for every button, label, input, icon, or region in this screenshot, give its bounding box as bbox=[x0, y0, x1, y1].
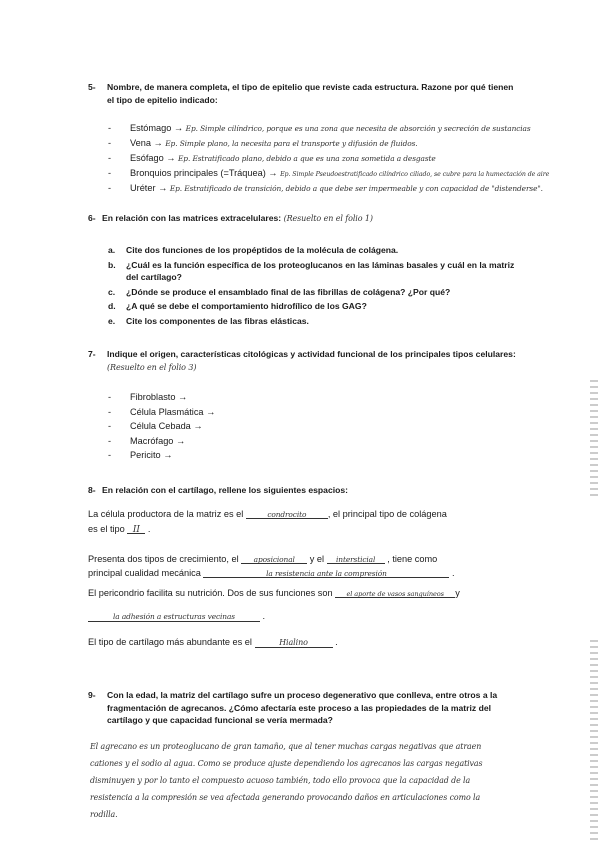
q5-item-answer: Ep. Simple cilíndrico, porque es una zona que necesita de absorción y secreción de sustancias bbox=[185, 124, 531, 133]
q7-number: 7- bbox=[88, 349, 96, 359]
q5-item-label: Estómago → bbox=[130, 123, 184, 133]
q5-item-ureter: - Uréter → Ep. Estratificado de transición, debido a que debe ser impermeable y con capacidad de "distenderse". bbox=[108, 183, 543, 193]
q5-item-label: Bronquios principales (=Tráquea) → bbox=[130, 168, 278, 178]
q7-prompt bbox=[88, 348, 516, 374]
q8-blank-funcion-1: el aporte de vasos sanguíneos bbox=[335, 586, 455, 598]
q6-number: 6- bbox=[88, 213, 96, 223]
q7-item-macrofago: - Macrófago → bbox=[108, 435, 186, 446]
q8-blank-crecimiento-2: intersticial bbox=[327, 552, 385, 564]
q9-prompt bbox=[88, 689, 518, 727]
q8-sentence-3: El pericondrio facilita su nutrición. Dos de sus funciones son el aporte de vasos sanguíneos y bbox=[88, 588, 460, 598]
q5-item-answer: Ep. Estratificado de transición, debido a que debe ser impermeable y con capacidad de "distenderse". bbox=[169, 184, 543, 193]
q8-sentence-1: La célula productora de la matriz es el condrocito , el principal tipo de colágena es el tipo II . bbox=[88, 509, 447, 535]
q8-prompt bbox=[88, 484, 508, 497]
q8-blank-cualidad: la resistencia ante la compresión bbox=[203, 566, 449, 578]
q5-list bbox=[108, 122, 568, 195]
q7-text: Indique el origen, características citológicas y actividad funcional de los principales tipos celulares: bbox=[107, 349, 516, 359]
q6-item-b: b. ¿Cuál es la función específica de los proteoglucanos en las láminas basales y cuál en la matriz del cartílago? bbox=[108, 259, 515, 282]
q8-text: En relación con el cartílago, rellene los siguientes espacios: bbox=[102, 485, 349, 495]
q5-item-answer: Ep. Estratificado plano, debido a que es una zona sometida a desgaste bbox=[178, 154, 436, 163]
q5-item-estomago: - Estómago → Ep. Simple cilíndrico, porque es una zona que necesita de absorción y secreción de sustancias bbox=[108, 123, 531, 133]
q8-number: 8- bbox=[88, 485, 96, 495]
q8-blank-tipo: II bbox=[127, 522, 145, 534]
q8-sentence-3b: la adhesión a estructuras vecinas . bbox=[88, 610, 288, 623]
q6-item-c: c. ¿Dónde se produce el ensamblado final de las fibrillas de colágena? ¿Por qué? bbox=[108, 286, 451, 297]
q8-blank-celula: condrocito bbox=[246, 507, 328, 519]
q9-answer: El agrecano es un proteoglucano de gran tamaño, que al tener muchas cargas negativas que atraen cationes y el sodio al agua. Como se produce ajuste dependiendo los agrecanos las cargas negativas disminuyen y por lo tanto el compuesto acuoso también, todo ello provoca que la capacidad de la resistencia a la compresión se vea afectada generando provocando daños en articulaciones como la rodilla. bbox=[90, 742, 483, 819]
q7-item-celula-plasmatica: - Célula Plasmática → bbox=[108, 406, 216, 417]
q7-list bbox=[108, 391, 308, 464]
q6-subquestions bbox=[108, 244, 518, 327]
q7-item-fibroblasto: - Fibroblasto → bbox=[108, 392, 188, 402]
q6-prompt bbox=[88, 212, 548, 226]
q6-item-a: a. Cite dos funciones de los propéptidos de la molécula de colágena. bbox=[108, 245, 399, 255]
q5-item-answer: Ep. Simple Pseudoestratificado cilíndrico ciliado, se cubre para la humectación de aire bbox=[280, 171, 550, 178]
q6-item-e: e. Cite los componentes de las fibras elásticas. bbox=[108, 315, 309, 326]
q7-item-pericito: - Pericito → bbox=[108, 450, 173, 460]
q5-item-label: Vena → bbox=[130, 138, 163, 148]
q8-blank-tipo-cartilago: Hialino bbox=[255, 636, 333, 648]
scan-edge-artifact bbox=[590, 640, 598, 840]
q5-item-bronquios: - Bronquios principales (=Tráquea) → Ep. Simple Pseudoestratificado cilíndrico ciliado, se cubre para la humectación de aire bbox=[108, 168, 550, 178]
q9-text: Con la edad, la matriz del cartílago sufre un proceso degenerativo que conlleva, entre otros a la fragmentación de agrecanos. ¿Cómo afectaría este proceso a las propiedades de la matriz del cartílago y que capacidad funcional se vería mermada? bbox=[107, 690, 498, 725]
scan-edge-artifact bbox=[590, 380, 598, 500]
q5-item-label: Esófago → bbox=[130, 153, 176, 163]
q6-text: En relación con las matrices extracelulares: bbox=[102, 213, 282, 223]
q8-sentence-4: El tipo de cartílago más abundante es el Hialino . bbox=[88, 637, 338, 647]
q8-sentence-2: Presenta dos tipos de crecimiento, el aposicional y el intersticial , tiene como principal cualidad mecánica la resistencia ante la compresión . bbox=[88, 554, 455, 578]
q8-blank-crecimiento-1: aposicional bbox=[241, 552, 307, 564]
q6-note: (Resuelto en el folio 1) bbox=[283, 214, 373, 223]
q5-item-answer: Ep. Simple plano, la necesita para el transporte y difusión de fluidos. bbox=[165, 139, 418, 148]
q5-text: Nombre, de manera completa, el tipo de epitelio que reviste cada estructura. Razone por qué tienen el tipo de epitelio indicado: bbox=[107, 82, 514, 105]
q5-number: 5- bbox=[88, 82, 96, 92]
q7-note: (Resuelto en el folio 3) bbox=[107, 362, 197, 372]
q6-item-d: d. ¿A qué se debe el comportamiento hidrofílico de los GAG? bbox=[108, 301, 367, 311]
q8-blank-funcion-2: la adhesión a estructuras vecinas bbox=[88, 610, 260, 622]
q5-item-label: Uréter → bbox=[130, 183, 168, 193]
q7-item-celula-cebada: - Célula Cebada → bbox=[108, 421, 203, 431]
q5-prompt bbox=[88, 81, 520, 106]
q9-number: 9- bbox=[88, 690, 96, 700]
q5-item-vena: - Vena → Ep. Simple plano, la necesita para el transporte y difusión de fluidos. bbox=[108, 138, 418, 148]
q5-item-esofago: - Esófago → Ep. Estratificado plano, debido a que es una zona sometida a desgaste bbox=[108, 153, 436, 163]
